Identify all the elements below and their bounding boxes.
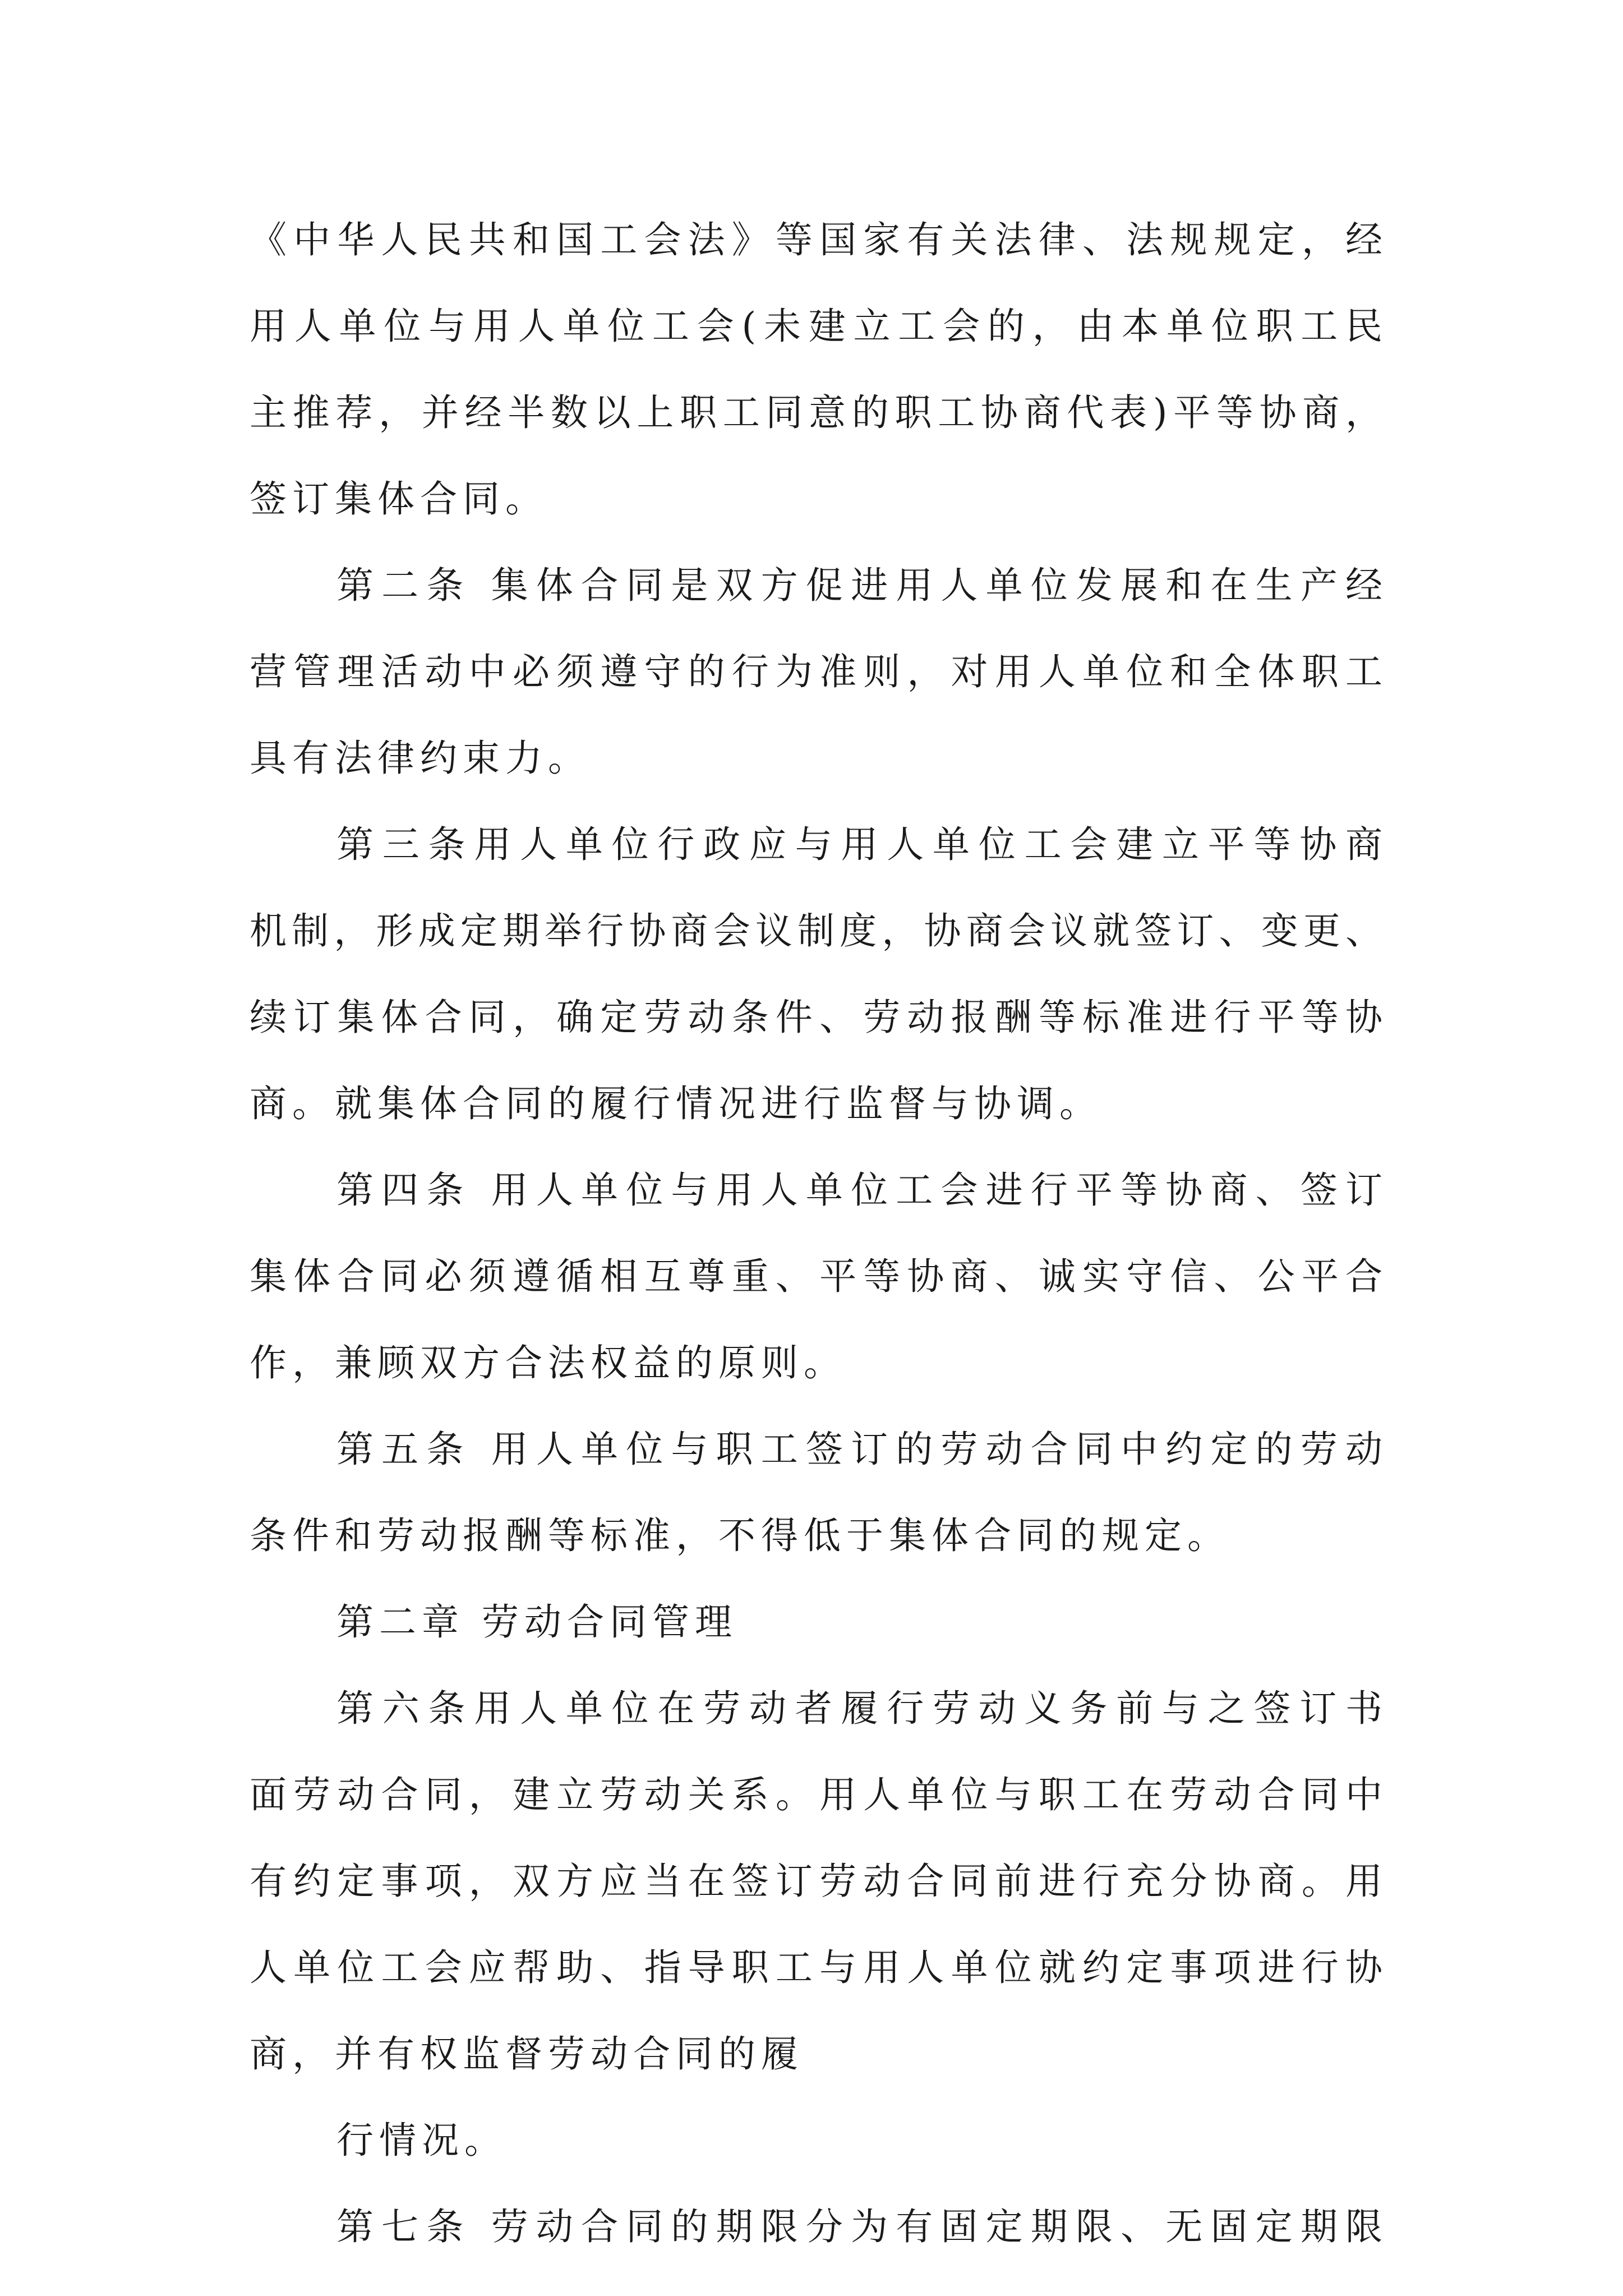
text-line: 商。就集体合同的履行情况进行监督与协调。 xyxy=(250,1082,1102,1125)
text-line: 营管理活动中必须遵守的行为准则，对用人单位和全体职工 xyxy=(250,650,1382,693)
text-line: 续订集体合同，确定劳动条件、劳动报酬等标准进行平等协 xyxy=(250,996,1382,1039)
text-line: 人单位工会应帮助、指导职工与用人单位就约定事项进行协 xyxy=(250,1946,1382,1989)
text-line: 具有法律约束力。 xyxy=(250,737,591,780)
text-line: 行情况。 xyxy=(336,2119,507,2162)
article-6-line: 第六条用人单位在劳动者履行劳动义务前与之签订书 xyxy=(336,1687,1382,1730)
text-line: 条件和劳动报酬等标准，不得低于集体合同的规定。 xyxy=(250,1514,1230,1557)
text-line: 用人单位与用人单位工会(未建立工会的，由本单位职工民 xyxy=(250,305,1382,348)
article-5-line: 第五条 用人单位与职工签订的劳动合同中约定的劳动 xyxy=(336,1428,1382,1471)
text-line: 作，兼顾双方合法权益的原则。 xyxy=(250,1341,846,1384)
text-line: 主推荐，并经半数以上职工同意的职工协商代表)平等协商， xyxy=(250,391,1382,434)
text-line: 机制，形成定期举行协商会议制度，协商会议就签订、变更、 xyxy=(250,909,1382,953)
text-line: 面劳动合同，建立劳动关系。用人单位与职工在劳动合同中 xyxy=(250,1773,1382,1816)
text-line: 集体合同必须遵循相互尊重、平等协商、诚实守信、公平合 xyxy=(250,1255,1382,1298)
article-2-line: 第二条 集体合同是双方促进用人单位发展和在生产经 xyxy=(336,564,1382,607)
chapter-heading: 第二章 劳动合同管理 xyxy=(336,1600,737,1644)
text-line: 《中华人民共和国工会法》等国家有关法律、法规规定，经 xyxy=(250,218,1382,261)
article-4-line: 第四条 用人单位与用人单位工会进行平等协商、签订 xyxy=(336,1168,1382,1212)
text-line: 有约定事项，双方应当在签订劳动合同前进行充分协商。用 xyxy=(250,1860,1382,1903)
article-7-line: 第七条 劳动合同的期限分为有固定期限、无固定期限 xyxy=(336,2205,1382,2248)
article-3-line: 第三条用人单位行政应与用人单位工会建立平等协商 xyxy=(336,823,1382,866)
text-line: 签订集体合同。 xyxy=(250,477,548,521)
text-line: 商，并有权监督劳动合同的履 xyxy=(250,2032,804,2076)
